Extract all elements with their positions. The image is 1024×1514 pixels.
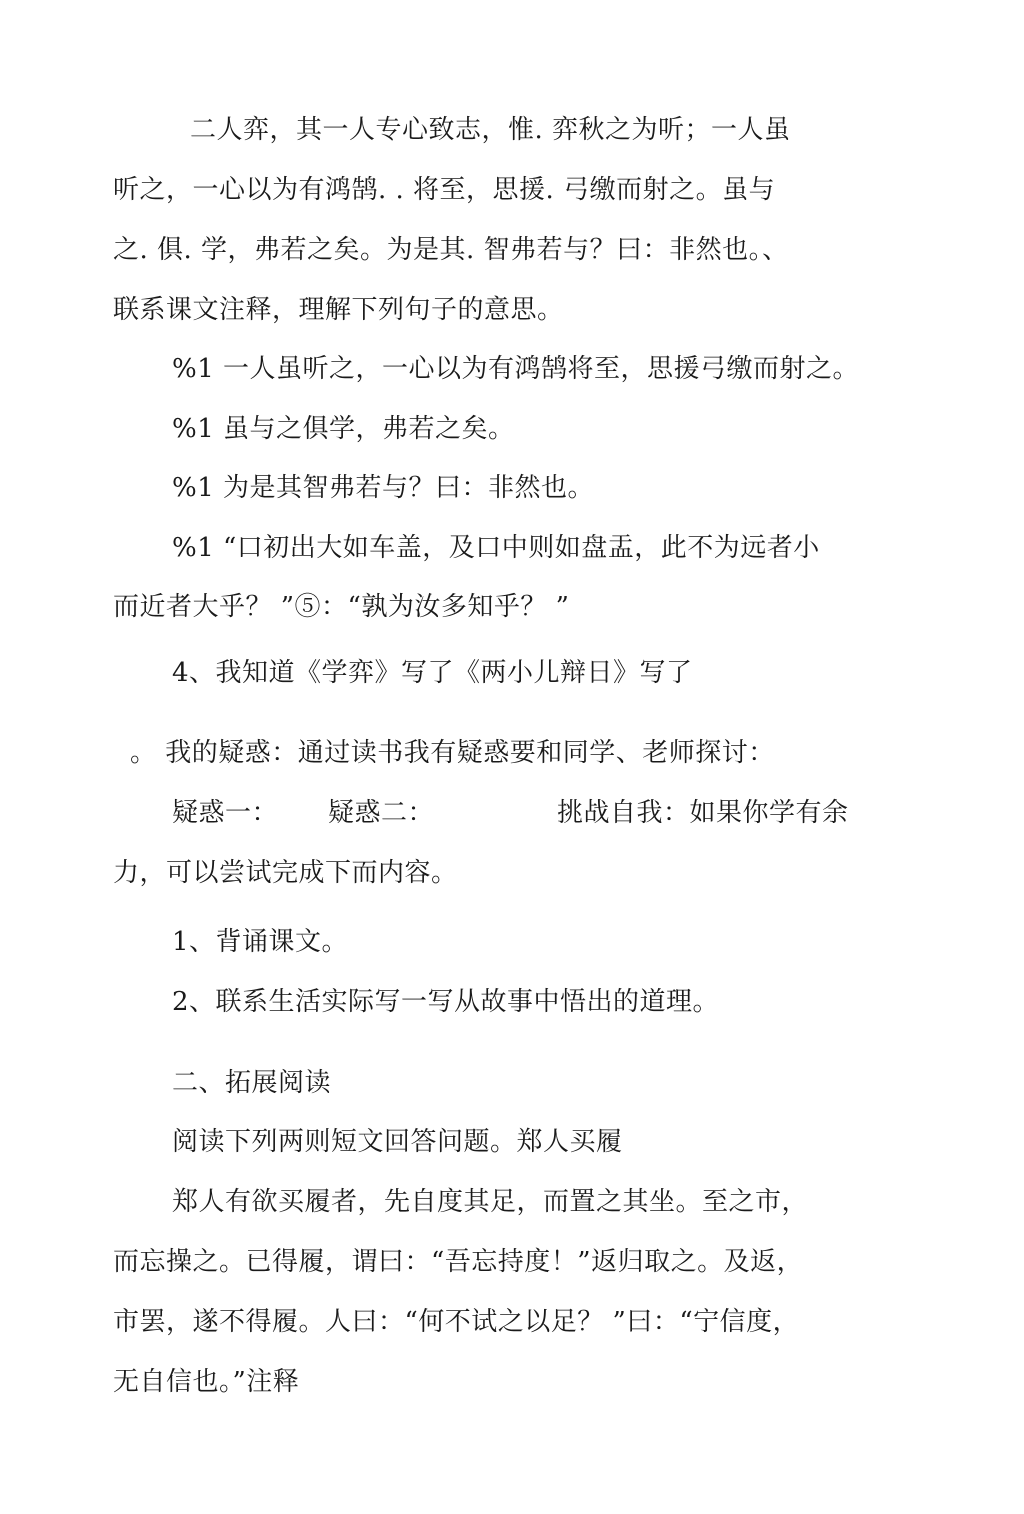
challenge-continued: 力，可以尝试完成下而内容。 <box>113 858 458 888</box>
doubt-two-label: 疑惑二： <box>328 798 435 828</box>
question-item: %1 为是其智弗若与？曰：非然也。 <box>172 473 595 503</box>
question-item: %1 “口初出大如车盖，及口中则如盘盂，此不为远者小 <box>172 533 820 563</box>
question-item-continued: 而近者大乎？ ”⑤：“孰为汝多知乎？ ” <box>113 592 570 622</box>
challenge-heading: 挑战自我：如果你学有余 <box>557 798 849 828</box>
passage-line: 市罢，遂不得履。人曰：“何不试之以足？ ”曰：“宁信度， <box>113 1307 800 1337</box>
paragraph-line: 之. 俱. 学，弗若之矣。为是其. 智弗若与？曰：非然也。、 <box>113 235 789 265</box>
doubt-prompt: 。 我的疑惑：通过读书我有疑惑要和同学、老师探讨： <box>130 738 775 768</box>
question-item: %1 虽与之俱学，弗若之矣。 <box>172 414 515 444</box>
section-heading: 二、拓展阅读 <box>172 1068 332 1098</box>
reading-instruction: 阅读下列两则短文回答问题。郑人买履 <box>172 1127 623 1157</box>
passage-line: 郑人有欲买履者，先自度其足，而置之其坐。至之市， <box>172 1187 809 1217</box>
paragraph-line: 听之，一心以为有鸿鹄. . 将至，思援. 弓缴而射之。虽与 <box>113 175 776 205</box>
doubt-one-label: 疑惑一： <box>172 798 279 828</box>
question-item: %1 一人虽听之，一心以为有鸿鹄将至，思援弓缴而射之。 <box>172 354 860 384</box>
task-item: 1、背诵课文。 <box>172 927 349 957</box>
paragraph-line: 二人弈，其一人专心致志，惟. 弈秋之为听；一人虽 <box>190 115 791 145</box>
question-item: 4、我知道《学弈》写了《两小儿辩日》写了 <box>172 658 693 688</box>
passage-line: 而忘操之。已得履，谓曰：“吾忘持度！”返归取之。及返， <box>113 1247 804 1277</box>
passage-line: 无自信也。”注释 <box>113 1367 300 1397</box>
instruction-line: 联系课文注释，理解下列句子的意思。 <box>113 295 564 325</box>
task-item: 2、联系生活实际写一写从故事中悟出的道理。 <box>172 987 720 1017</box>
